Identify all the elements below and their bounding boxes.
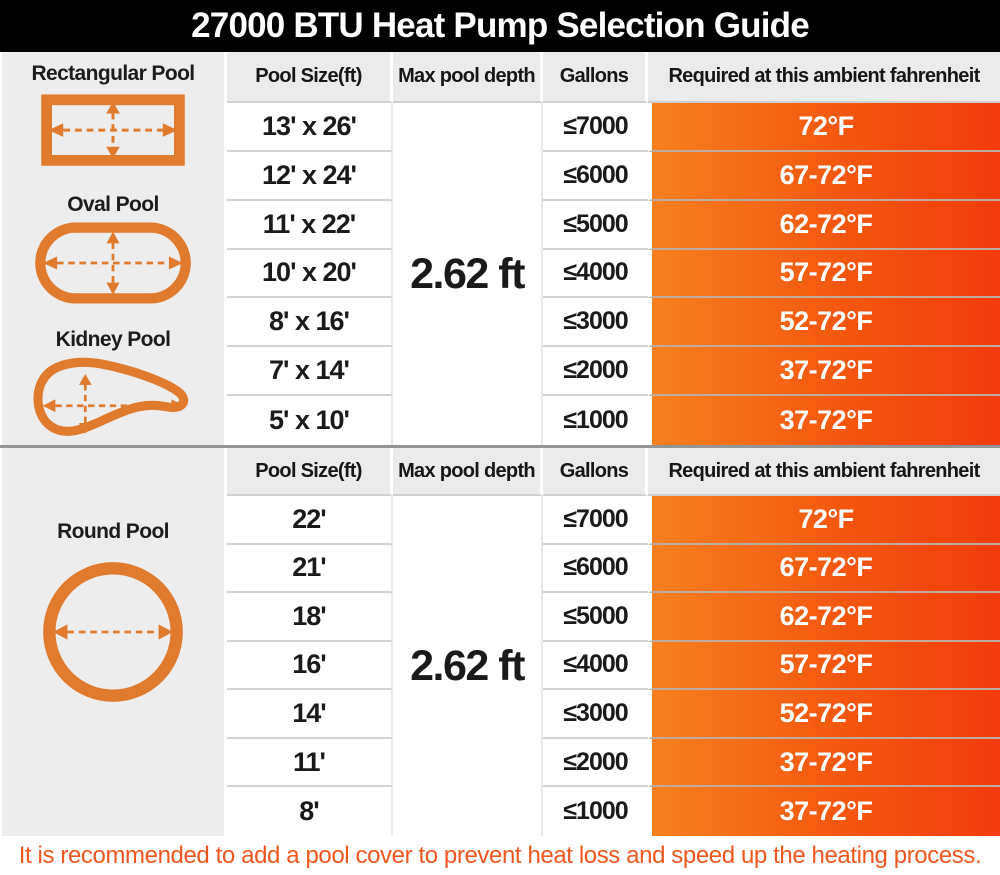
ambient-temp-value: 52-72°F bbox=[648, 690, 1000, 739]
col-header-required-temp: Required at this ambient fahrenheit bbox=[648, 448, 1000, 496]
ambient-temp-value: 37-72°F bbox=[648, 347, 1000, 396]
rectangular-pool-label: Rectangular Pool bbox=[31, 62, 195, 85]
oval-pool-icon bbox=[33, 222, 193, 304]
col-header-gallons: Gallons bbox=[543, 52, 648, 103]
pool-size-value: 14' bbox=[227, 690, 393, 739]
gallons-value: ≤4000 bbox=[543, 642, 648, 691]
kidney-pool-label: Kidney Pool bbox=[55, 328, 171, 352]
ambient-temp-value: 52-72°F bbox=[648, 298, 1000, 347]
section-rect-oval-kidney bbox=[0, 52, 1000, 445]
col-header-max-depth: Max pool depth bbox=[393, 448, 543, 496]
oval-pool-label: Oval Pool bbox=[67, 193, 159, 217]
ambient-temp-value: 57-72°F bbox=[648, 642, 1000, 691]
gallons-value: ≤4000 bbox=[543, 250, 648, 299]
ambient-temp-value: 72°F bbox=[648, 103, 1000, 152]
pool-size-value: 22' bbox=[227, 496, 393, 545]
ambient-temp-value: 67-72°F bbox=[648, 152, 1000, 201]
col-header-required-temp: Required at this ambient fahrenheit bbox=[648, 52, 1000, 103]
rectangular-pool-icon bbox=[38, 93, 188, 167]
gallons-value: ≤2000 bbox=[543, 739, 648, 788]
pool-shapes-sidebar-top bbox=[0, 52, 227, 445]
col-header-max-depth: Max pool depth bbox=[393, 52, 543, 103]
pool-size-value: 8' bbox=[227, 787, 393, 836]
gallons-value: ≤2000 bbox=[543, 347, 648, 396]
round-pool-label: Round Pool bbox=[57, 520, 169, 543]
pool-size-value: 16' bbox=[227, 642, 393, 691]
pool-size-value: 7' x 14' bbox=[227, 347, 393, 396]
pool-size-value: 18' bbox=[227, 593, 393, 642]
pool-size-value: 5' x 10' bbox=[227, 396, 393, 445]
pool-size-value: 10' x 20' bbox=[227, 250, 393, 299]
ambient-temp-value: 57-72°F bbox=[648, 250, 1000, 299]
page-title-text: 27000 BTU Heat Pump Selection Guide bbox=[191, 6, 809, 45]
gallons-value: ≤3000 bbox=[543, 690, 648, 739]
gallons-value: ≤5000 bbox=[543, 593, 648, 642]
pool-size-value: 21' bbox=[227, 545, 393, 594]
footer-recommendation-text: It is recommended to add a pool cover to prevent heat loss and speed up the heating process. bbox=[18, 841, 982, 869]
page-title bbox=[0, 0, 1000, 52]
col-header-pool-size: Pool Size(ft) bbox=[227, 52, 393, 103]
gallons-value: ≤7000 bbox=[543, 496, 648, 545]
col-header-gallons: Gallons bbox=[543, 448, 648, 496]
max-depth-value: 2.62 ft bbox=[393, 496, 543, 836]
section-round bbox=[0, 445, 1000, 836]
gallons-value: ≤7000 bbox=[543, 103, 648, 152]
ambient-temp-value: 72°F bbox=[648, 496, 1000, 545]
ambient-temp-value: 37-72°F bbox=[648, 396, 1000, 445]
ambient-temp-value: 62-72°F bbox=[648, 201, 1000, 250]
gallons-value: ≤5000 bbox=[543, 201, 648, 250]
ambient-temp-value: 67-72°F bbox=[648, 545, 1000, 594]
ambient-temp-value: 62-72°F bbox=[648, 593, 1000, 642]
max-depth-value: 2.62 ft bbox=[393, 103, 543, 445]
gallons-value: ≤6000 bbox=[543, 545, 648, 594]
gallons-value: ≤1000 bbox=[543, 396, 648, 445]
round-pool-icon bbox=[37, 556, 189, 708]
pool-size-value: 8' x 16' bbox=[227, 298, 393, 347]
ambient-temp-value: 37-72°F bbox=[648, 739, 1000, 788]
pool-shapes-sidebar-bottom bbox=[0, 448, 227, 836]
pool-size-value: 12' x 24' bbox=[227, 152, 393, 201]
gallons-value: ≤3000 bbox=[543, 298, 648, 347]
ambient-temp-value: 37-72°F bbox=[648, 787, 1000, 836]
col-header-pool-size: Pool Size(ft) bbox=[227, 448, 393, 496]
gallons-value: ≤6000 bbox=[543, 152, 648, 201]
footer-recommendation bbox=[0, 836, 1000, 875]
kidney-pool-icon bbox=[27, 354, 199, 445]
gallons-value: ≤1000 bbox=[543, 787, 648, 836]
pool-size-value: 11' x 22' bbox=[227, 201, 393, 250]
pool-size-value: 11' bbox=[227, 739, 393, 788]
pool-size-value: 13' x 26' bbox=[227, 103, 393, 152]
